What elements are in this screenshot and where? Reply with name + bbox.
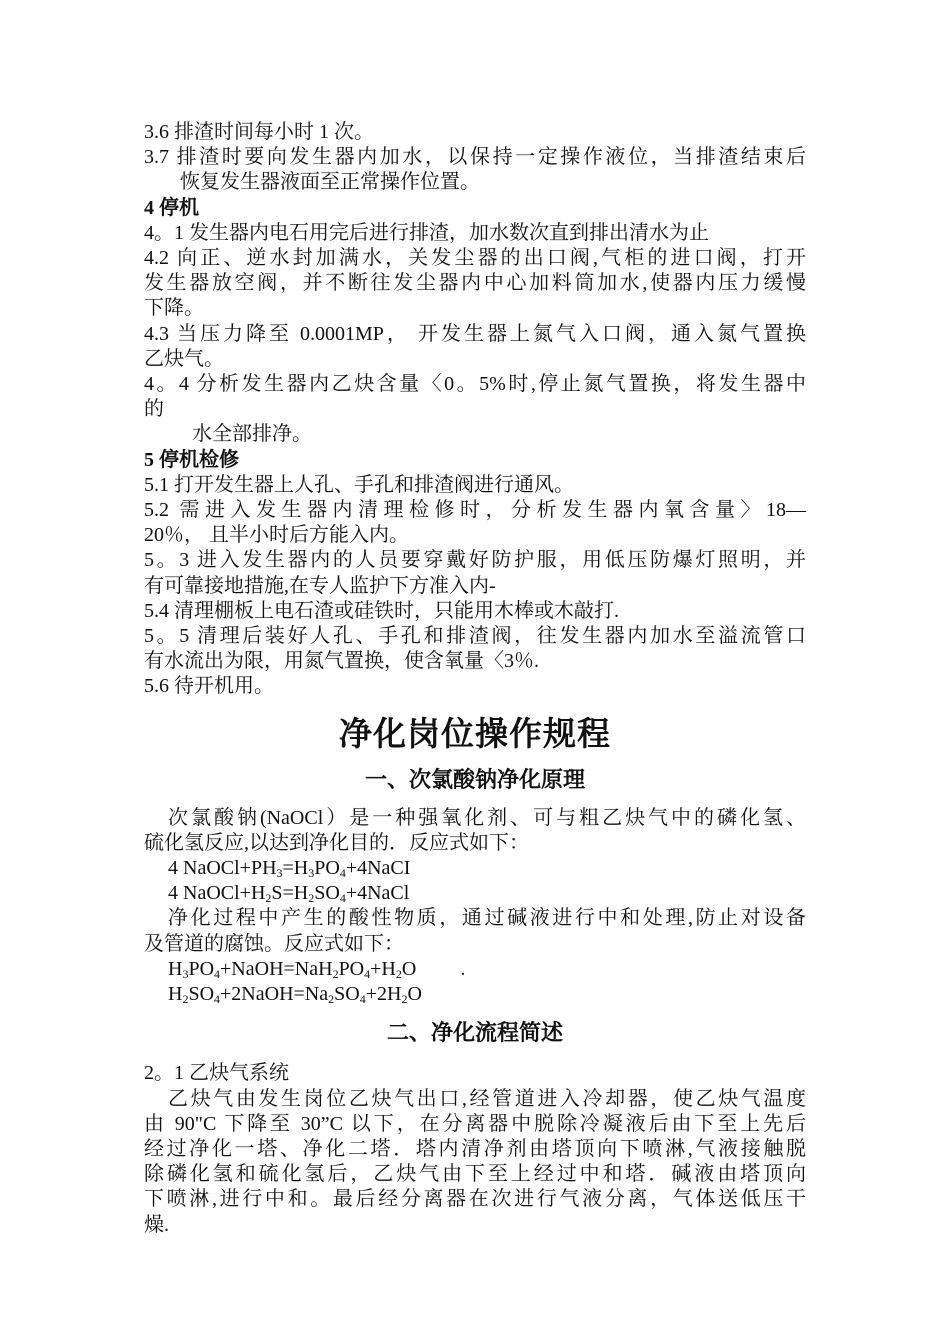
text-line: 有水流出为限，用氮气置换，使含氧量〈3％. <box>144 650 539 673</box>
page-title: 净化岗位操作规程 <box>339 713 611 753</box>
section-heading: 5 停机检修 <box>144 448 239 471</box>
text-line: 除磷化氢和硫化氢后，乙炔气由下至上经过中和塔．碱液由塔顶向 <box>144 1163 806 1186</box>
text-line: 水全部排净。 <box>192 423 312 446</box>
text-line: 经过净化一塔、净化二塔．塔内清净剂由塔顶向下喷淋,气液接触脱 <box>144 1137 806 1160</box>
text-line: 下喷淋,进行中和。最后经分离器在次进行气液分离，气体送低压干 <box>144 1188 806 1211</box>
text-line: 4。1 发生器内电石用完后进行排渣，加水数次直到排出清水为止 <box>144 221 709 244</box>
text-line: 5.4 清理棚板上电石渣或硅铁时，只能用木棒或木敲打. <box>144 599 619 622</box>
text-line: 有可靠接地措施,在专人监护下方准入内- <box>144 574 496 597</box>
text-line: 5.6 待开机用。 <box>144 675 274 698</box>
text-line: 下降。 <box>144 297 204 320</box>
equation-line: $H_3PO_4+NaOH=NaH_2PO_4+H_2O$ . <box>168 957 466 981</box>
equation-line: $H_2SO_4+2NaOH=Na_2SO_4+2H_2O$ <box>168 983 422 1007</box>
section-heading: 二、净化流程简述 <box>386 1021 563 1047</box>
text-line: 20％， 且半小时后方能入内。 <box>144 524 409 547</box>
text-line: 次氯酸钠(NaOCl）是一种强氧化剂、可与粗乙炔气中的磷化氢、 <box>168 806 806 829</box>
text-line: 净化过程中产生的酸性物质，通过碱液进行中和处理,防止对设备 <box>168 907 806 930</box>
text-line: 4.3 当压力降至 0.0001MP， 开发生器上氮气入口阀，通入氮气置换 <box>144 322 806 345</box>
text-line: 发生器放空阀，并不断往发尘器内中心加料筒加水,使器内压力缓慢 <box>144 272 806 295</box>
text-line: 乙炔气由发生岗位乙炔气出口,经管道进入冷却器，使乙炔气温度 <box>168 1087 806 1110</box>
equation-line: 4 $NaOCl+PH_3=H_3PO_4+4NaCI$ <box>168 857 411 881</box>
text-line: 乙炔气。 <box>144 347 224 370</box>
text-line: 3.7 排渣时要向发生器内加水，以保持一定操作液位，当排渣结束后 <box>144 146 806 169</box>
text-line: 5。5 清理后装好人孔、手孔和排渣阀，往发生器内加水至溢流管口 <box>144 625 806 648</box>
document-body <box>144 120 806 1238</box>
text-line: 的 <box>144 398 164 421</box>
text-line: 及管道的腐蚀。反应式如下： <box>144 932 404 955</box>
section-heading: 4 停机 <box>144 196 199 219</box>
section-heading: 一、次氯酸钠净化原理 <box>364 767 585 793</box>
text-line: 燥. <box>144 1213 169 1236</box>
text-line: 3.6 排渣时间每小时 1 次。 <box>144 121 374 143</box>
text-line: 由 90"C 下降至 30”C 以下，在分离器中脱除冷凝液后由下至上先后 <box>144 1112 806 1135</box>
text-line: 4.2 向正、逆水封加满水，关发尘器的出口阀,气柜的进口阀，打开 <box>144 247 806 270</box>
text-line: 5。3 进入发生器内的人员要穿戴好防护服，用低压防爆灯照明，并 <box>144 549 806 572</box>
equation-line: 4 $NaOCl+H_2S=H_2SO_4+4NaCl$ <box>168 882 410 906</box>
text-line: 2。1 乙炔气系统 <box>144 1062 289 1085</box>
text-line: 恢复发生器液面至正常操作位置。 <box>180 171 480 194</box>
text-line: 5.1 打开发生器上人孔、手孔和排渣阀进行通风。 <box>144 473 574 496</box>
text-line: 4。4 分析发生器内乙炔含量〈0。5%时,停止氮气置换，将发生器中 <box>144 373 806 396</box>
text-line: 5.2 需进入发生器内清理检修时，分析发生器内氧含量〉18— <box>144 499 806 522</box>
text-line: 硫化氢反应,以达到净化目的．反应式如下： <box>144 831 529 854</box>
